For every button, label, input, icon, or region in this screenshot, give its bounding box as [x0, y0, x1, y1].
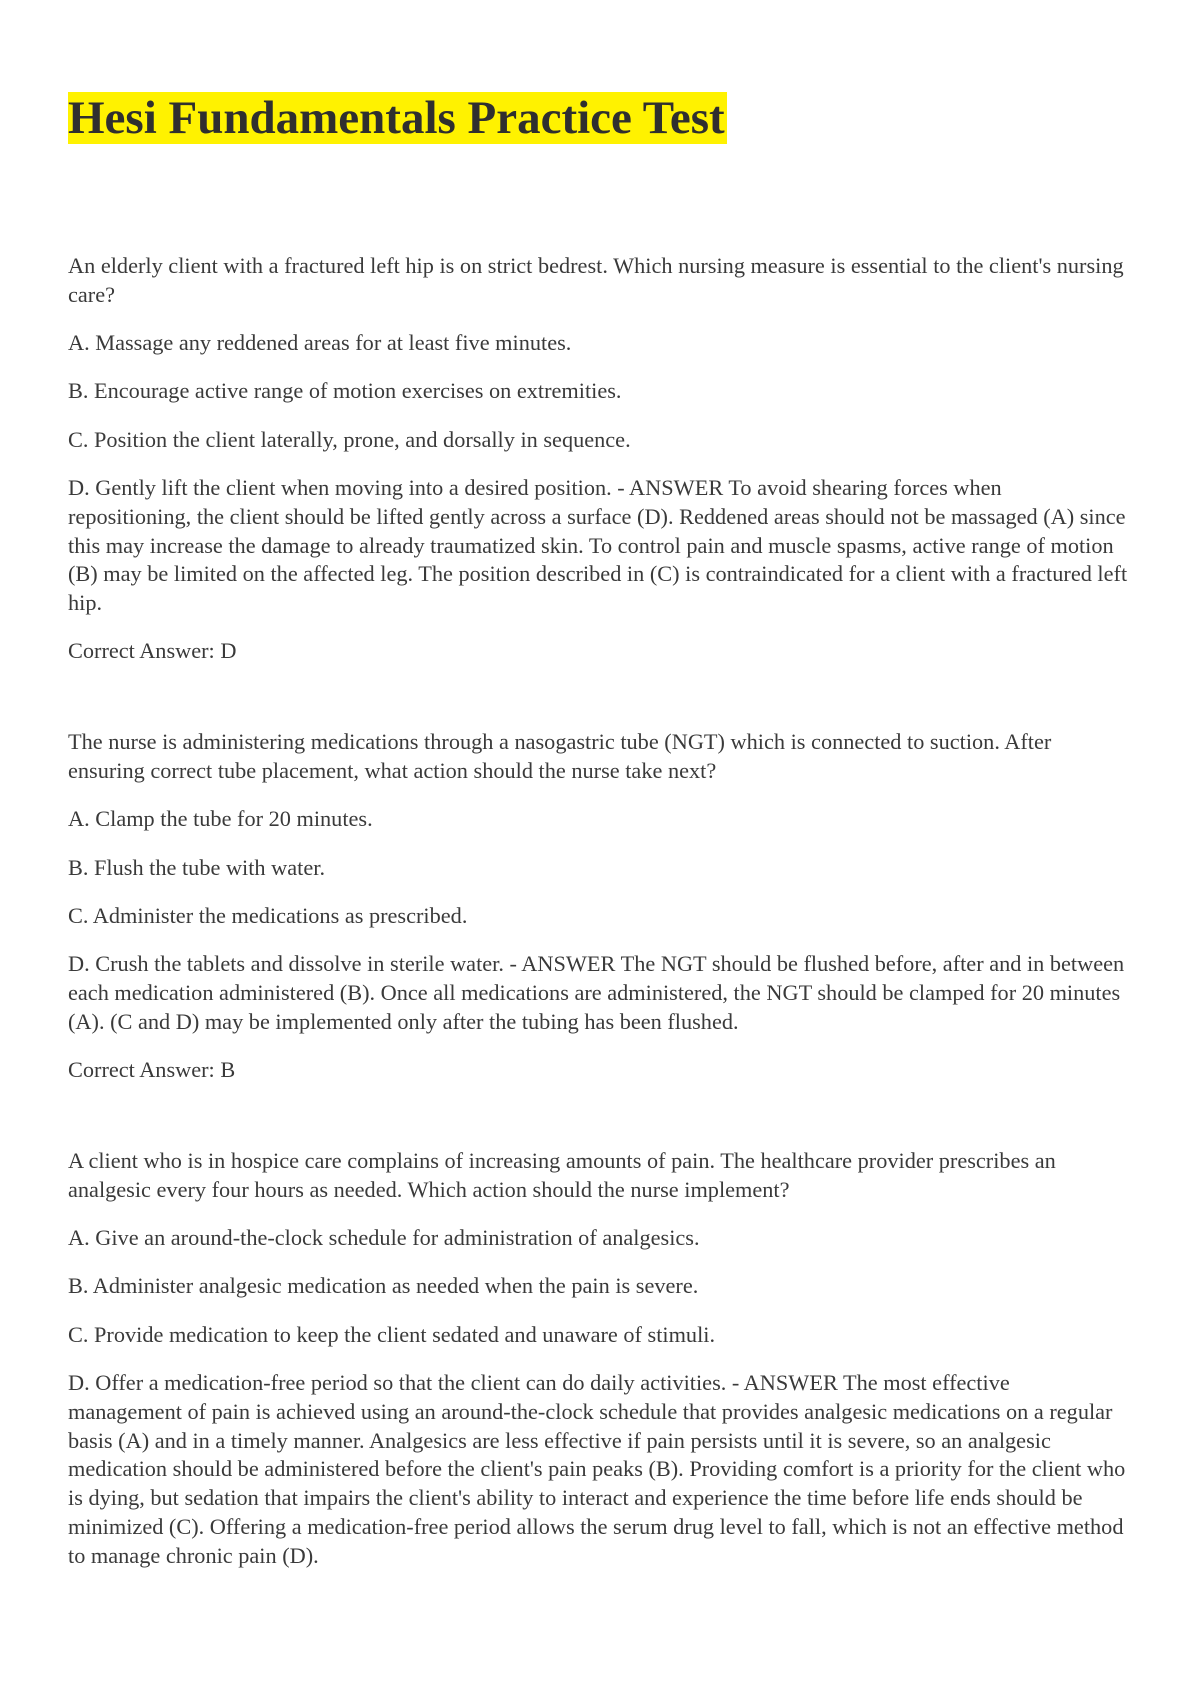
option-a: A. Give an around-the-clock schedule for administration of analgesics.: [68, 1225, 700, 1251]
correct-answer: Correct Answer: D: [68, 638, 237, 664]
question-block-1: [68, 252, 1128, 666]
option-a: A. Clamp the tube for 20 minutes.: [68, 806, 373, 832]
correct-answer: Correct Answer: B: [68, 1057, 236, 1083]
question-block-2: [68, 728, 1128, 1085]
document-title-text: Hesi Fundamentals Practice Test: [68, 92, 725, 144]
option-c: C. Position the client laterally, prone, and dorsally in sequence.: [68, 426, 631, 452]
option-c: C. Provide medication to keep the client sedated and unaware of stimuli.: [68, 1321, 716, 1347]
option-b: B. Flush the tube with water.: [68, 854, 326, 880]
option-d-with-answer: D. Crush the tablets and dissolve in sterile water. - ANSWER The NGT should be flushed before, after and in between each medication administered (B). Once all medications are administered, the NGT should be clamped for 20 minutes (A). (C and D) may be implemented only after the tubing has been flushed.: [68, 951, 1125, 1034]
option-b: B. Encourage active range of motion exercises on extremities.: [68, 378, 622, 404]
question-block-3: [68, 1147, 1128, 1571]
option-d-with-answer: D. Gently lift the client when moving into a desired position. - ANSWER To avoid shearing forces when repositioning, the client should be lifted gently across a surface (D). Reddened areas should not be massaged (A) since this may increase the damage to already traumatized skin. To control pain and muscle spasms, active range of motion (B) may be limited on the affected leg. The position described in (C) is contraindicated for a client with a fractured left hip.: [68, 474, 1128, 616]
document-title: [68, 89, 727, 147]
question-text: The nurse is administering medications through a nasogastric tube (NGT) which is connected to suction. After ensuring correct tube placement, what action should the nurse take next?: [68, 729, 1052, 784]
document-body: [68, 252, 1128, 1590]
question-text: An elderly client with a fractured left hip is on strict bedrest. Which nursing measure is essential to the client's nursing care?: [68, 253, 1124, 307]
question-text: A client who is in hospice care complains of increasing amounts of pain. The healthcare provider prescribes an analgesic every four hours as needed. Which action should the nurse implement?: [68, 1147, 1056, 1202]
option-a: A. Massage any reddened areas for at least five minutes.: [68, 330, 572, 356]
option-d-with-answer: D. Offer a medication-free period so that the client can do daily activities. - ANSWER The most effective management of pain is achieved using an around-the-clock schedule that provides analgesic medications on a regular basis (A) and in a timely manner. Analgesics are less effective if pain persists until it is severe, so an analgesic medication should be administered before the client's pain peaks (B). Providing comfort is a priority for the client who is dying, but sedation that impairs the client's ability to interact and experience the time before life ends should be minimized (C). Offering a medication-free period allows the serum drug level to fall, which is not an effective method to manage chronic pain (D).: [68, 1369, 1126, 1568]
option-b: B. Administer analgesic medication as needed when the pain is severe.: [68, 1273, 699, 1299]
option-c: C. Administer the medications as prescribed.: [68, 902, 468, 928]
